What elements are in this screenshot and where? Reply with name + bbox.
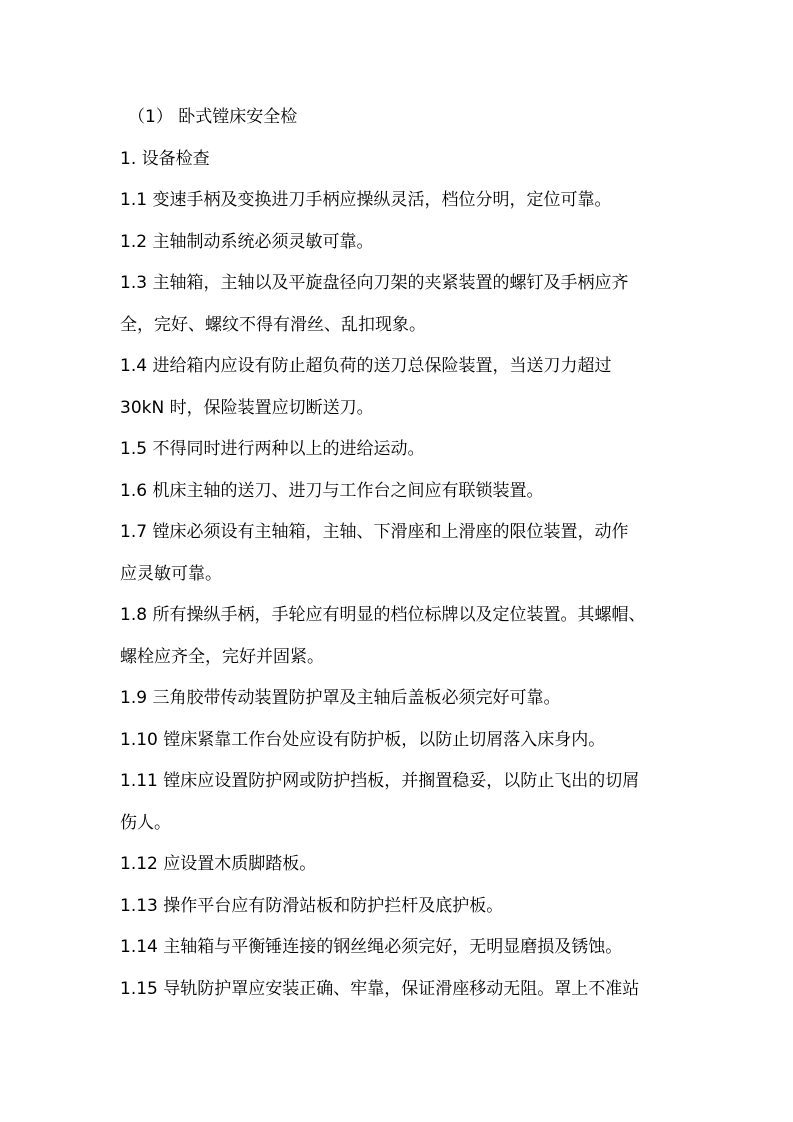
paragraph-line: 1.2 主轴制动系统必须灵敏可靠。 xyxy=(120,232,374,252)
paragraph-line: 30kN 时，保险装置应切断送刀。 xyxy=(120,398,374,418)
paragraph-line: 1.11 镗床应设置防护网或防护挡板，并搁置稳妥，以防止飞出的切屑 xyxy=(120,771,640,791)
paragraph-line: 1.1 变速手柄及变换进刀手柄应操纵灵活，档位分明，定位可靠。 xyxy=(120,190,612,210)
paragraph-line: 伤人。 xyxy=(120,813,171,833)
section-heading: （1） 卧式镗床安全检 xyxy=(128,107,298,127)
paragraph-line: 螺栓应齐全，完好并固紧。 xyxy=(120,647,324,667)
paragraph-line: 1.12 应设置木质脚踏板。 xyxy=(120,854,317,874)
paragraph-line: 1.15 导轨防护罩应安装正确、牢靠，保证滑座移动无阻。罩上不准站 xyxy=(120,979,640,999)
paragraph-line: 1.6 机床主轴的送刀、进刀与工作台之间应有联锁装置。 xyxy=(120,481,544,501)
paragraph-line: 1.13 操作平台应有防滑站板和防护拦杆及底护板。 xyxy=(120,896,504,916)
paragraph-line: 全，完好、螺纹不得有滑丝、乱扣现象。 xyxy=(120,315,426,335)
paragraph-line: 1.10 镗床紧靠工作台处应设有防护板，以防止切屑落入床身内。 xyxy=(120,730,606,750)
paragraph-line: 1.14 主轴箱与平衡锤连接的钢丝绳必须完好，无明显磨损及锈蚀。 xyxy=(120,937,623,957)
paragraph-line: 1.7 镗床必须设有主轴箱，主轴、下滑座和上滑座的限位装置，动作 xyxy=(120,522,629,542)
paragraph-line: 1.4 进给箱内应设有防止超负荷的送刀总保险装置，当送刀力超过 xyxy=(120,356,612,376)
paragraph-line: 1.8 所有操纵手柄，手轮应有明显的档位标牌以及定位装置。其螺帽、 xyxy=(120,605,646,625)
paragraph-line: 1.9 三角胶带传动装置防护罩及主轴后盖板必须完好可靠。 xyxy=(120,688,561,708)
section-title: 1. 设备检查 xyxy=(120,149,210,169)
paragraph-line: 应灵敏可靠。 xyxy=(120,564,222,584)
paragraph-line: 1.3 主轴箱，主轴以及平旋盘径向刀架的夹紧装置的螺钉及手柄应齐 xyxy=(120,273,629,293)
paragraph-line: 1.5 不得同时进行两种以上的进给运动。 xyxy=(120,439,425,459)
